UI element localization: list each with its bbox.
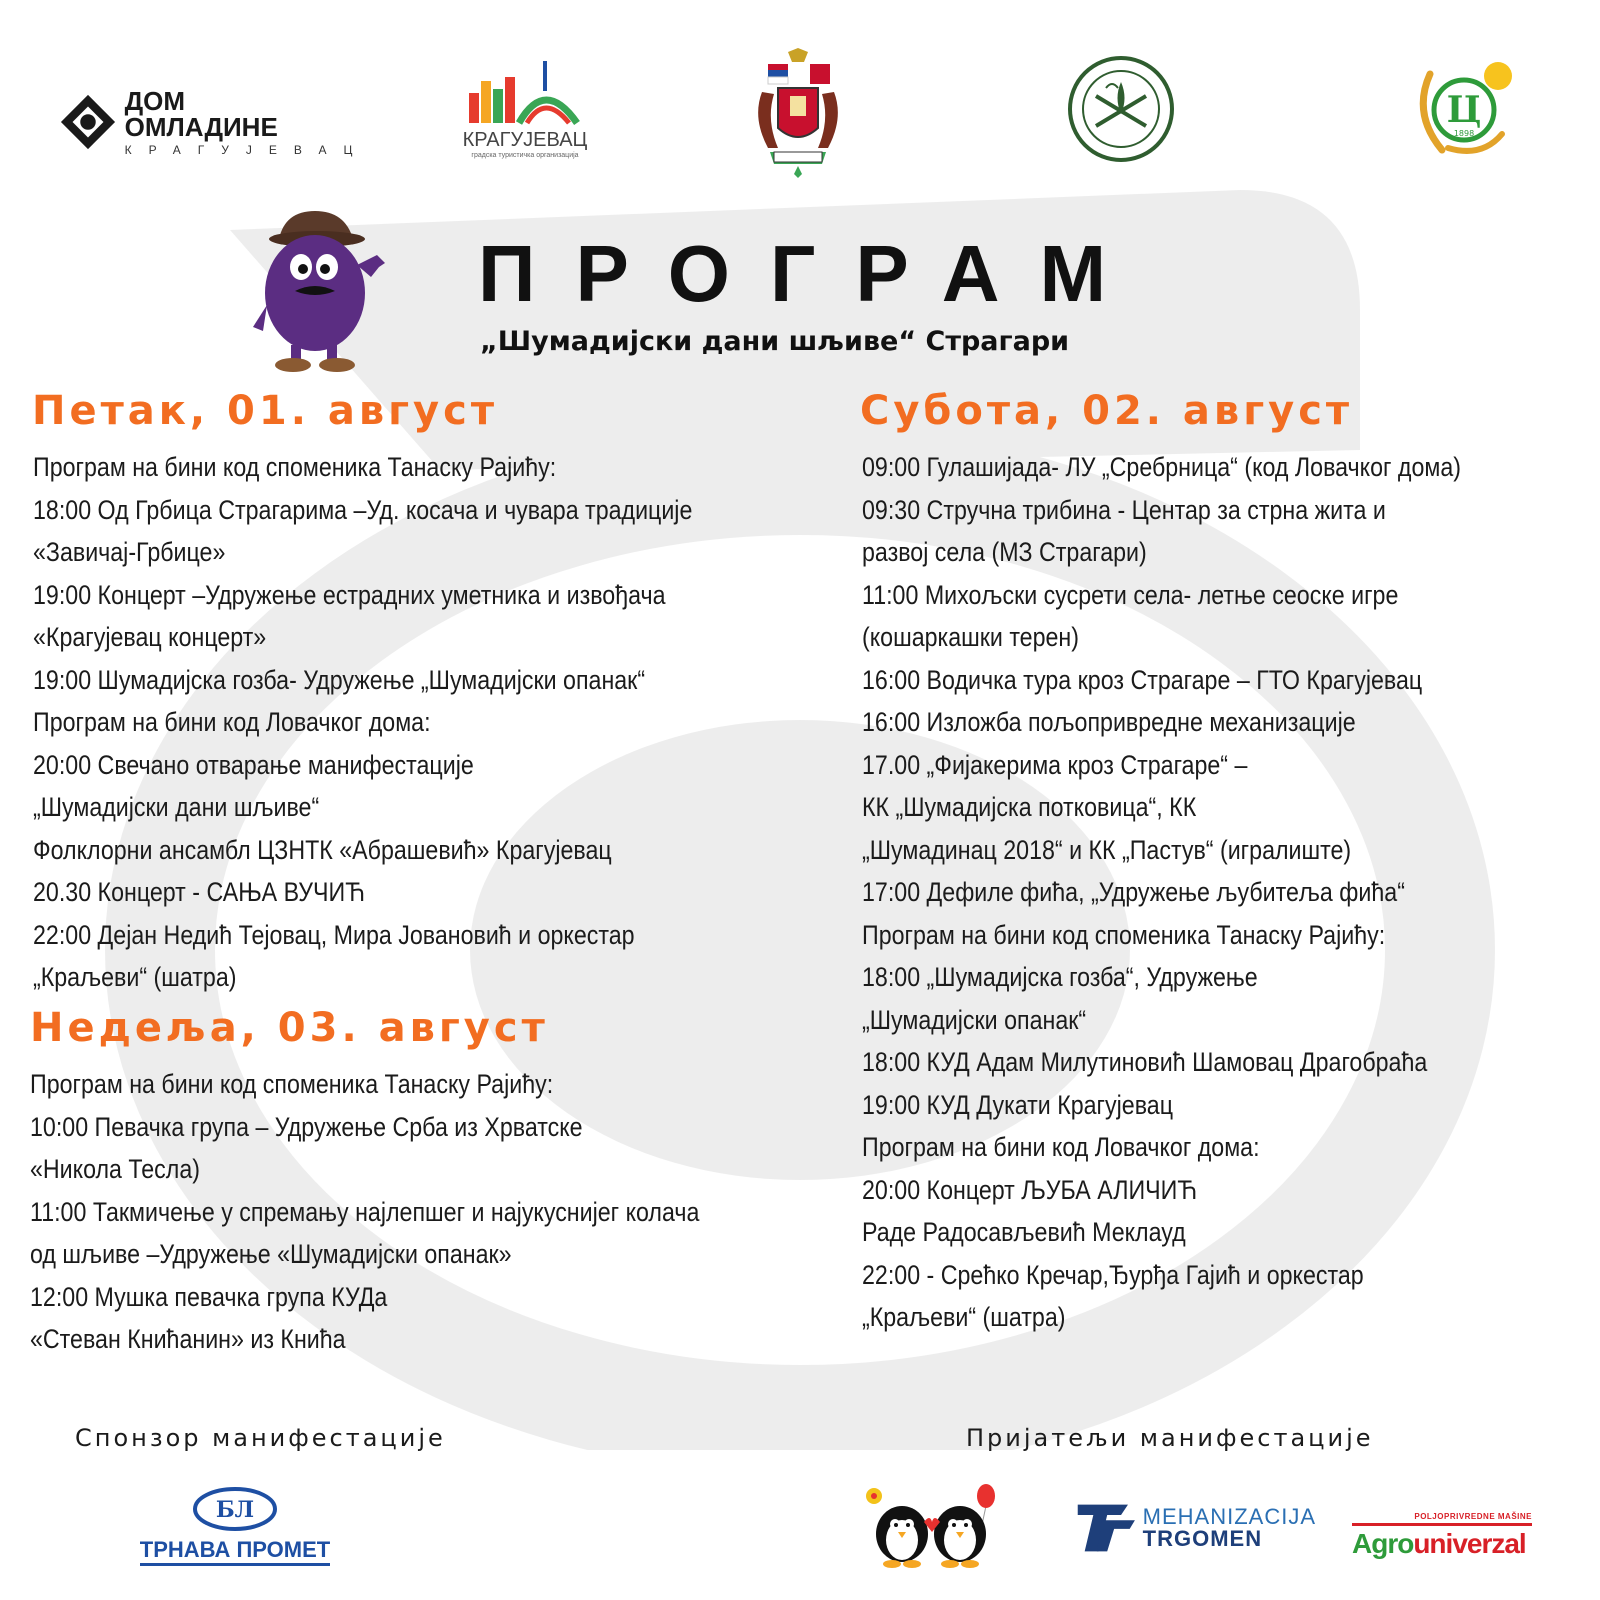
- partner-logos-row: [0, 48, 1600, 178]
- saturday-line: 09:00 Гулашијада- ЛУ „Сребрница“ (код Ловачког дома): [862, 452, 1461, 482]
- event-subtitle: „Шумадијски дани шљиве“ Страгари: [480, 326, 1070, 357]
- trnava-promet-emblem-icon: [190, 1485, 280, 1533]
- saturday-program-list: [862, 446, 1559, 1339]
- dom-omladine-name: ДОМ: [124, 86, 185, 116]
- page-title: ПРОГРАМ: [478, 229, 1147, 318]
- saturday-line: КК „Шумадијска потковица“, КК: [862, 792, 1197, 822]
- wheat-wreath-emblem-icon: [1408, 54, 1524, 164]
- saturday-line: (кошаркашки терен): [862, 622, 1079, 652]
- saturday-line: 17.00 „Фијакерима кроз Страгаре“ –: [862, 749, 1248, 780]
- dom-omladine-name-line2: ОМЛАДИНЕ: [124, 112, 278, 142]
- friday-line: Фолклорни ансамбл ЦЗНТК «Абрашевић» Крагујевац: [33, 834, 612, 865]
- agrouniverzal-word-agro: Agro: [1352, 1528, 1414, 1559]
- friday-heading: Петак, 01. август: [32, 388, 499, 434]
- sunday-line: 12:00 Мушка певачка група КУДа: [30, 1281, 388, 1312]
- friday-line: Програм на бини код Ловачког дома:: [33, 707, 431, 737]
- sunday-line: од шљиве –Удружење «Шумадијски опанак»: [30, 1239, 512, 1269]
- trnava-promet-mark: БЛ: [215, 1496, 255, 1523]
- saturday-line: 09:30 Стручна трибина - Центар за стрна жита и: [862, 494, 1386, 525]
- dom-omladine-logo: [44, 86, 384, 157]
- sunday-line: «Стеван Книћанин» из Кнића: [30, 1324, 346, 1354]
- agrouniverzal-tagline: POLJOPRIVREDNE MAŠINE: [1414, 1512, 1532, 1521]
- lovacko-udruzenje-srebrnica-logo: [1066, 54, 1176, 164]
- mehanizacija-word: MEHANIZACIJA: [1142, 1504, 1316, 1529]
- friends-label: Пријатељи манифестације: [966, 1424, 1374, 1452]
- friday-line: «Завичај-Грбице»: [33, 537, 226, 567]
- friday-line: 22:00 Дејан Недић Тејовац, Мира Јовановић и оркестар: [33, 919, 635, 950]
- saturday-line: 20:00 Концерт ЉУБА АЛИЧИЋ: [862, 1174, 1198, 1205]
- friday-line: „Шумадијски дани шљиве“: [33, 792, 320, 822]
- sunday-line: Програм на бини код споменика Танаску Рајићу:: [30, 1069, 554, 1099]
- sunday-line: 10:00 Певачка група – Удружење Срба из Хрватске: [30, 1111, 583, 1142]
- kragujevac-tourism-logo: [460, 54, 590, 164]
- saturday-line: 18:00 „Шумадијска гозба“, Удружење: [862, 962, 1258, 992]
- kragujevac-skyline-icon: [465, 59, 585, 127]
- saturday-line: 22:00 - Срећко Кречар,Ђурђа Гајић и оркестар: [862, 1259, 1364, 1290]
- city-coat-of-arms-logo: [748, 48, 848, 178]
- penguins-logo: [862, 1478, 1002, 1570]
- saturday-line: „Шумадинац 2018“ и КК „Пастув“ (игралиште): [862, 834, 1352, 865]
- saturday-line: 11:00 Михољски сусрети села- летње сеоске игре: [862, 579, 1399, 610]
- sunday-program-list: [30, 1063, 808, 1361]
- sunday-heading: Недеља, 03. август: [30, 1005, 549, 1051]
- saturday-heading: Субота, 02. август: [860, 388, 1354, 434]
- friday-line: 18:00 Од Грбица Страгарима –Уд. косача и чувара традиције: [33, 494, 693, 525]
- cent-logo-letter: Ц: [1446, 89, 1482, 131]
- friday-line: 19:00 Концерт –Удружење естрадних уметника и извођача: [33, 579, 666, 610]
- saturday-line: „Шумадијски опанак“: [862, 1004, 1087, 1035]
- saturday-line: 16:00 Изложба пољопривредне механизације: [862, 707, 1356, 737]
- trnava-promet-name: ТРНАВА ПРОМЕТ: [140, 1537, 330, 1566]
- friday-line: 19:00 Шумадијска гозба- Удружење „Шумадијски опанак“: [33, 664, 646, 695]
- sunday-line: «Никола Тесла): [30, 1154, 200, 1184]
- friday-program-list: [33, 446, 800, 999]
- plum-mascot-illustration: [245, 205, 390, 375]
- saturday-line: 17:00 Дефиле фића, „Удружење љубитеља фића“: [862, 877, 1405, 907]
- cent-logo-year: 1898: [1453, 129, 1475, 138]
- friday-line: 20.30 Концерт - САЊА ВУЧИЋ: [33, 877, 366, 907]
- mehanizacija-trgomen-logo: [1076, 1496, 1316, 1560]
- trgomen-word: TRGOMEN: [1142, 1526, 1263, 1551]
- agrouniverzal-word-univerzal: univerzal: [1413, 1528, 1526, 1559]
- coat-of-arms-icon: [748, 48, 848, 178]
- agrouniverzal-logo: [1352, 1500, 1532, 1572]
- saturday-line: 19:00 КУД Дукати Крагујевац: [862, 1089, 1174, 1120]
- trgomen-t-mark-icon: [1076, 1499, 1137, 1557]
- saturday-line: Програм на бини код Ловачког дома:: [862, 1132, 1260, 1162]
- saturday-line: развој села (МЗ Страгари): [862, 537, 1147, 567]
- friday-line: „Краљеви“ (шатра): [33, 962, 237, 992]
- sunday-line: 11:00 Такмичење у спремању најлепшег и најукуснијег колача: [30, 1196, 700, 1227]
- saturday-line: 16:00 Водичка тура кроз Страгаре – ГТО Крагујевац: [862, 664, 1423, 695]
- dom-omladine-emblem-icon: [59, 93, 117, 151]
- friday-line: 20:00 Свечано отварање манифестације: [33, 749, 474, 780]
- kragujevac-logo-sub: градска туристичка организација: [471, 152, 579, 159]
- friday-line: Програм на бини код споменика Танаску Рајићу:: [33, 452, 557, 482]
- hunting-association-emblem-icon: [1066, 54, 1176, 164]
- sponsor-label: Спонзор манифестације: [75, 1424, 446, 1452]
- saturday-line: Програм на бини код споменика Танаску Рајићу:: [862, 919, 1386, 950]
- saturday-line: Раде Радосављевић Меклауд: [862, 1217, 1186, 1247]
- saturday-line: „Краљеви“ (шатра): [862, 1302, 1066, 1332]
- saturday-line: 18:00 КУД Адам Милутиновић Шамовац Драгобраћа: [862, 1047, 1428, 1077]
- friday-line: «Крагујевац концерт»: [33, 622, 267, 652]
- kragujevac-logo-name: КРАГУЈЕВАЦ: [462, 129, 588, 151]
- cent-1898-logo: [1408, 54, 1524, 164]
- dom-omladine-city: КРАГУЈЕВАЦ: [124, 143, 370, 157]
- trnava-promet-logo: [130, 1472, 340, 1578]
